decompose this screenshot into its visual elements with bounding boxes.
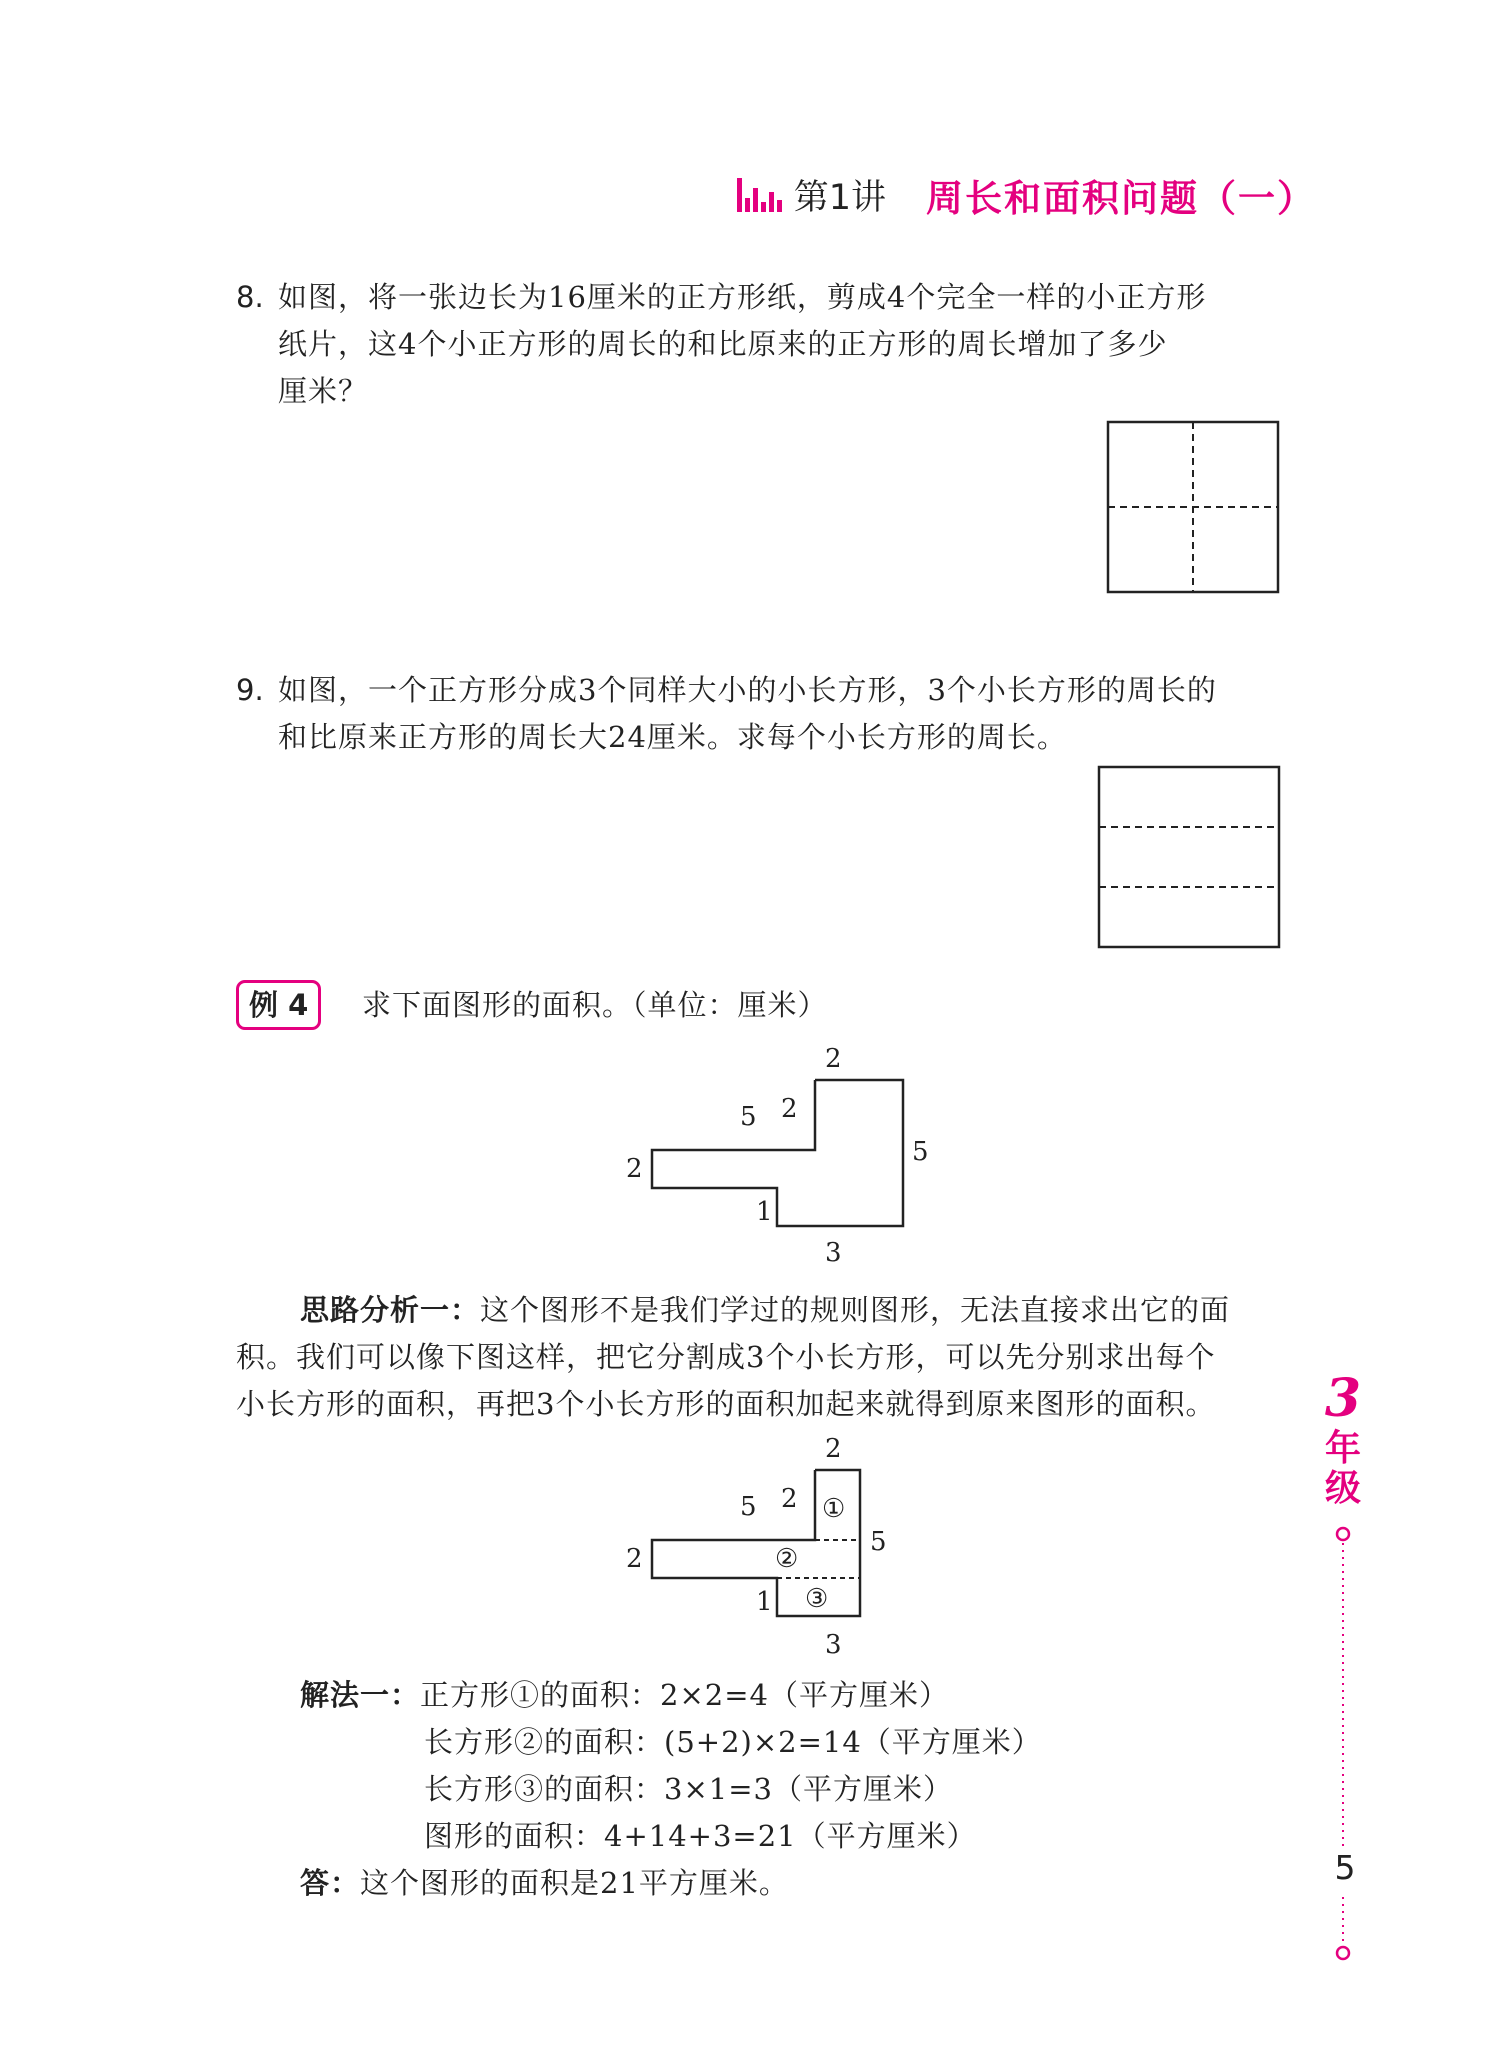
- question-8-number: 8.: [236, 280, 264, 314]
- question-8-text: [278, 274, 1206, 415]
- label-bottom: 3: [825, 1238, 842, 1268]
- question-9-line: 如图，一个正方形分成3个同样大小的小长方形，3个小长方形的周长的: [278, 673, 1217, 707]
- solution-block: [300, 1672, 1042, 1907]
- region-2-label: ②: [775, 1544, 799, 1574]
- label-top: 2: [825, 1434, 842, 1464]
- question-9-line: 和比原来正方形的周长大24厘米。求每个小长方形的周长。: [278, 720, 1067, 754]
- answer-label: 答：: [300, 1866, 361, 1900]
- dot-circle-top-icon: [1337, 1528, 1349, 1540]
- label-right: 5: [912, 1137, 929, 1167]
- label-inner-step: 2: [781, 1484, 798, 1514]
- analysis-line: 小长方形的面积，再把3个小长方形的面积加起来就得到原来图形的面积。: [236, 1387, 1216, 1421]
- label-upper-left: 5: [740, 1492, 757, 1522]
- lecture-number: 第1讲: [793, 178, 886, 218]
- chapter-header: [737, 168, 1316, 222]
- answer-row: [300, 1860, 1042, 1907]
- solution-step-4: 图形的面积：4+14+3=21（平方厘米）: [424, 1819, 977, 1853]
- label-left: 2: [626, 1154, 643, 1184]
- label-top: 2: [825, 1044, 842, 1074]
- analysis-paragraph: [236, 1287, 1230, 1428]
- divided-shape-figure: [600, 1425, 930, 1670]
- label-right: 5: [870, 1527, 887, 1557]
- grade-number: 3: [1324, 1368, 1362, 1429]
- square-four-parts-figure: [1106, 420, 1282, 596]
- analysis-line: [236, 1287, 1230, 1334]
- page-number: 5: [1334, 1848, 1356, 1887]
- region-1-label: ①: [822, 1494, 846, 1524]
- chapter-title: 周长和面积问题（一）: [926, 176, 1316, 220]
- analysis-line-1: 这个图形不是我们学过的规则图形，无法直接求出它的面: [480, 1293, 1231, 1327]
- question-8-line: 如图，将一张边长为16厘米的正方形纸，剪成4个完全一样的小正方形: [278, 280, 1207, 314]
- answer-text: 这个图形的面积是21平方厘米。: [360, 1866, 789, 1900]
- region-3-label: ③: [805, 1584, 829, 1614]
- outer-square: [1099, 767, 1279, 947]
- dot-circle-bottom-icon: [1337, 1947, 1349, 1959]
- analysis-line: 积。我们可以像下图这样，把它分割成3个小长方形，可以先分别求出每个: [236, 1340, 1216, 1374]
- square-three-strips-figure: [1097, 765, 1282, 950]
- label-upper-left: 5: [740, 1102, 757, 1132]
- question-9-number: 9.: [236, 673, 264, 707]
- grade-label: [1318, 1428, 1368, 1508]
- question-8-line: 厘米？: [278, 374, 369, 408]
- composite-shape-outline: [652, 1080, 903, 1226]
- bar-chart-logo-icon: [737, 178, 782, 212]
- solution-step-row: [300, 1672, 1042, 1719]
- solution-step-3: 长方形③的面积：3×1=3（平方厘米）: [424, 1772, 953, 1806]
- label-left: 2: [626, 1544, 643, 1574]
- label-bottom-step: 1: [756, 1587, 773, 1617]
- analysis-label: 思路分析一：: [300, 1293, 481, 1327]
- grade-char-1: 年: [1324, 1427, 1361, 1469]
- label-bottom: 3: [825, 1630, 842, 1660]
- sidebar-dotted-line: [1330, 1525, 1358, 1965]
- label-inner-step: 2: [781, 1094, 798, 1124]
- example-tag: 例 4: [236, 980, 321, 1030]
- composite-shape-figure: [600, 1035, 930, 1275]
- label-bottom-step: 1: [756, 1197, 773, 1227]
- solution-step-2: 长方形②的面积：(5+2)×2=14（平方厘米）: [424, 1725, 1042, 1759]
- grade-char-2: 级: [1324, 1467, 1361, 1509]
- question-9-text: [278, 667, 1217, 761]
- example-prompt: 求下面图形的面积。（单位：厘米）: [362, 988, 828, 1022]
- solution-label: 解法一：: [300, 1678, 421, 1712]
- solution-step-1: 正方形①的面积：2×2=4（平方厘米）: [420, 1678, 949, 1712]
- question-8-line: 纸片，这4个小正方形的周长的和比原来的正方形的周长增加了多少: [278, 327, 1168, 361]
